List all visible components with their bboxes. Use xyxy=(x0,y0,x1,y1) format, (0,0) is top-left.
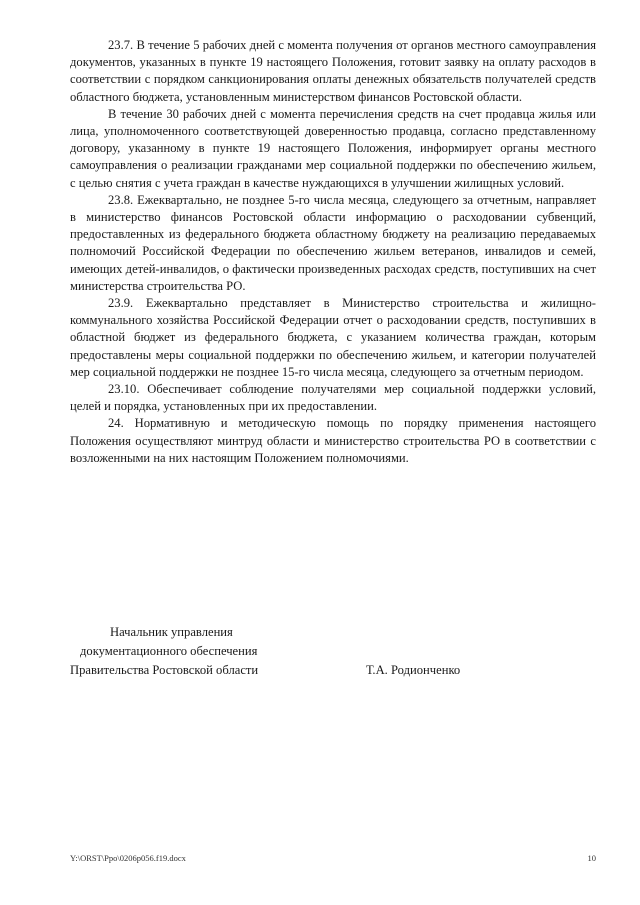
signatory-title-line-1: Начальник управления xyxy=(110,625,233,639)
signatory-title-line-2: документационного обеспечения xyxy=(80,644,258,658)
paragraph-23-8: 23.8. Ежеквартально, не позднее 5-го числа месяца, следующего за отчетным, направляет в министерство финансов Ростовской области информацию о расходовании субвенций, предоставленных из федерального бюджета областному бюджету на реализацию передаваемых полномочий Российской Федерации по обеспечению жильем ветеранов, инвалидов и семей, имеющих детей-инвалидов, о фактически произведенных расходах средств, поступивших на счет министерства строительства РО. xyxy=(70,192,596,293)
signature-block xyxy=(70,623,596,680)
signatory-name: Т.А. Родионченко xyxy=(366,663,461,677)
page-number: 10 xyxy=(587,853,596,863)
document-body xyxy=(70,37,596,467)
signatory-title-line-3: Правительства Ростовской области xyxy=(70,663,259,677)
footer-file-path: Y:\ORST\Ppo\0206p056.f19.docx xyxy=(70,853,186,863)
paragraph-23-9: 23.9. Ежеквартально представляет в Министерство строительства и жилищно-коммунального хозяйства Российской Федерации отчет о расходовании средств, поступивших в областной бюджет из федерального бюджета, с указанием количества граждан, которым предоставлены меры социальной поддержки по обеспечению жильем, и категории получателей мер социальной поддержки не позднее 15-го числа месяца, следующего за отчетным периодом. xyxy=(70,296,596,379)
paragraph-23-7-continuation: В течение 30 рабочих дней с момента перечисления средств на счет продавца жилья или лица, уполномоченного соответствующей доверенностью продавца, согласно представленному договору, указанному в пункте 19 настоящего Положения, информирует органы местного самоуправления о реализации гражданами мер социальной поддержки по обеспечению жильем, с целью снятия с учета граждан в качестве нуждающихся в улучшении жилищных условий. xyxy=(70,106,596,190)
paragraph-23-10: 23.10. Обеспечивает соблюдение получателями мер социальной поддержки условий, целей и порядка, установленных при их предоставлении. xyxy=(70,382,596,414)
paragraph-23-7: 23.7. В течение 5 рабочих дней с момента получения от органов местного самоуправления документов, указанных в пункте 19 настоящего Положения, готовит заявку на оплату расходов в соответствии с порядком санкционирования оплаты денежных обязательств получателей средств областного бюджета, установленным министерством финансов Ростовской области. xyxy=(70,38,596,104)
paragraph-24: 24. Нормативную и методическую помощь по порядку применения настоящего Положения осуществляют минтруд области и министерство строительства РО в соответствии с возложенными на них настоящим Положением полномочиями. xyxy=(70,416,596,465)
